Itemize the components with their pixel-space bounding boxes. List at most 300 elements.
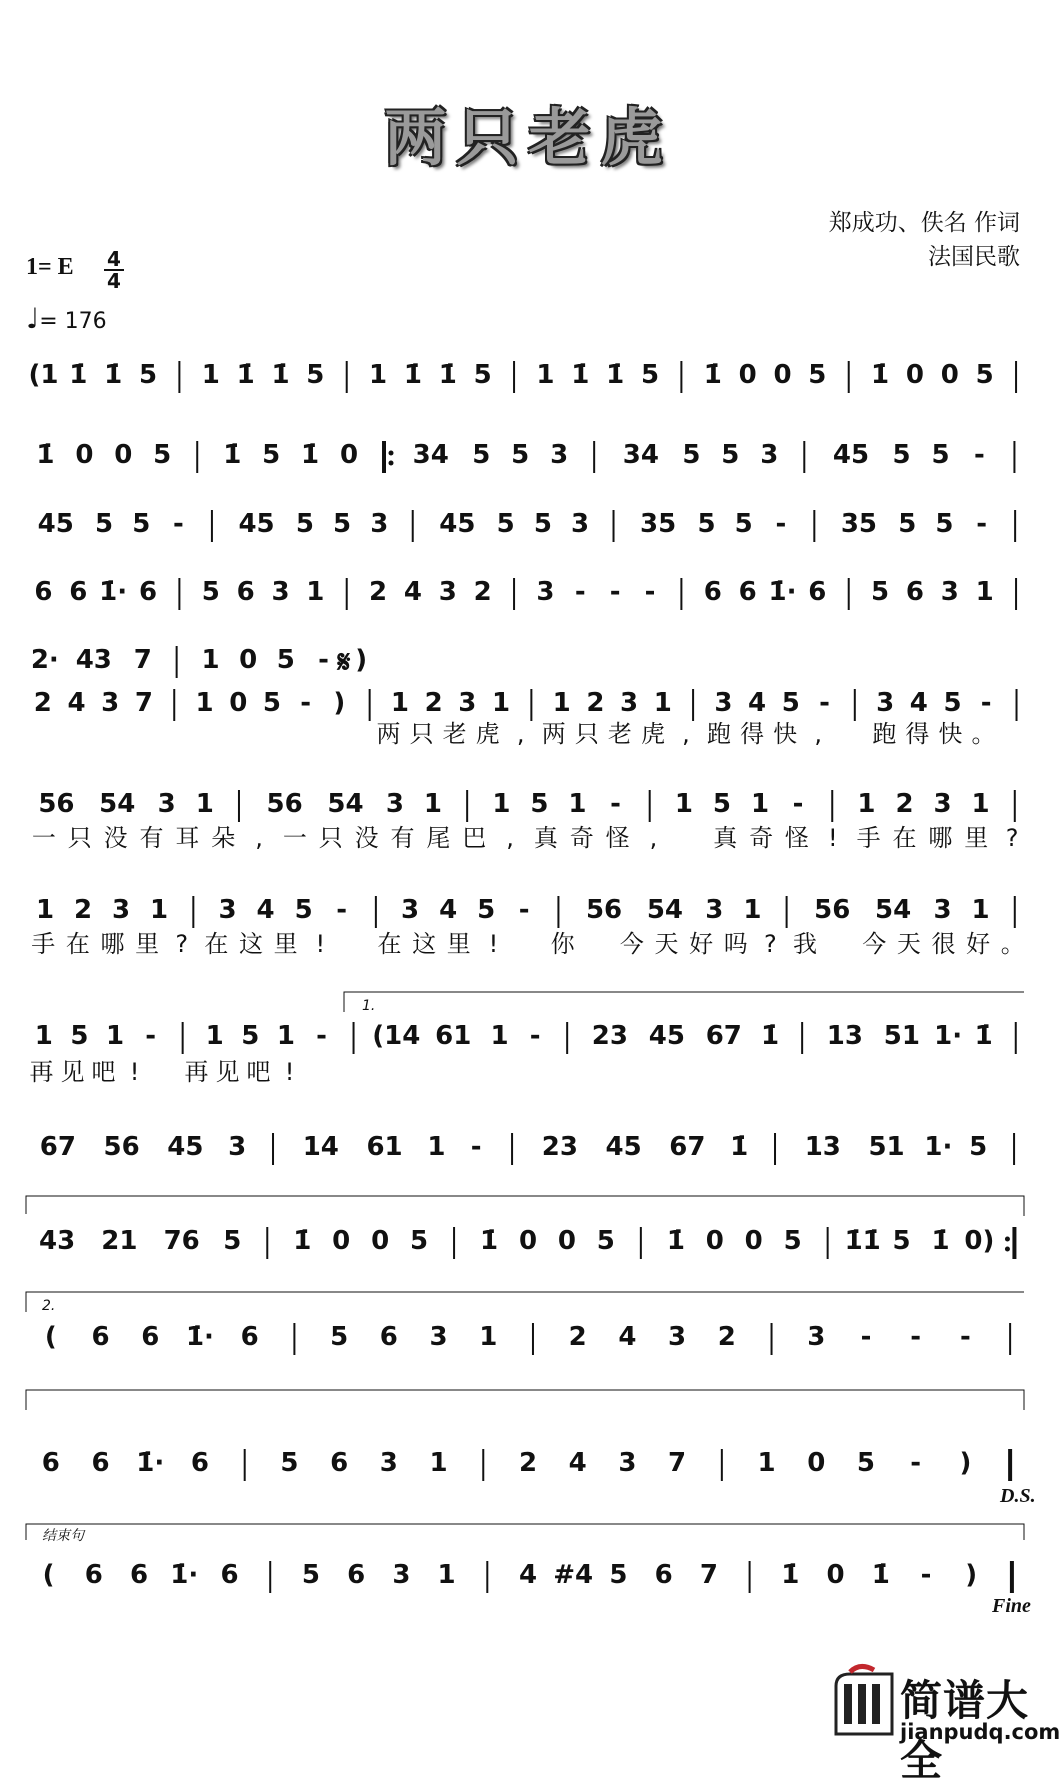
- note: 0: [807, 1448, 826, 1478]
- note: 1̇·: [99, 577, 128, 607]
- note: 67: [669, 1132, 706, 1162]
- note: 14: [302, 1132, 339, 1162]
- note: (1: [28, 360, 59, 390]
- note: 1̇: [36, 440, 55, 470]
- note: 21: [101, 1226, 138, 1256]
- note: 1: [490, 1021, 509, 1051]
- note: 5: [892, 440, 911, 470]
- note: 1: [492, 789, 511, 819]
- note: 1̇: [666, 1226, 685, 1256]
- logo-url: jianpudq.com: [900, 1720, 1060, 1744]
- note: 1: [201, 360, 220, 390]
- note: 3: [370, 509, 389, 539]
- note: 1̇: [293, 1226, 312, 1256]
- note: 2·: [30, 645, 59, 675]
- lyric-char: 只: [67, 824, 92, 852]
- lyric-char: ?: [1005, 824, 1019, 852]
- coda-bracket: [26, 1524, 1024, 1540]
- note: 45: [648, 1021, 685, 1051]
- lyric-char: 只: [574, 720, 599, 748]
- note: 35: [840, 509, 878, 539]
- note: 6: [808, 577, 827, 607]
- note: 1: [150, 895, 169, 925]
- note: 1̇: [223, 440, 242, 470]
- note: -: [316, 1021, 327, 1051]
- note: 5: [223, 1226, 242, 1256]
- note: -: [145, 1021, 157, 1051]
- note: ): [965, 1560, 978, 1590]
- note: 1: [568, 789, 587, 819]
- note: 76: [163, 1226, 200, 1256]
- note: 6: [41, 1448, 60, 1478]
- note: 1̇: [301, 440, 320, 470]
- note: -: [609, 577, 621, 607]
- note: 61: [366, 1132, 403, 1162]
- note: 5: [596, 1226, 615, 1256]
- note: 4: [909, 688, 928, 718]
- note: 1: [536, 360, 555, 390]
- note: 0: [518, 1226, 538, 1256]
- note: 2: [568, 1322, 587, 1352]
- note: 5: [734, 509, 753, 539]
- note: 3: [429, 1322, 448, 1352]
- note: 5: [931, 440, 950, 470]
- song-title: 两只老虎: [384, 101, 673, 174]
- lyric-char: ?: [763, 930, 777, 958]
- lyric-char: 天: [896, 930, 921, 958]
- lyric-char: 尾: [426, 824, 451, 852]
- note: 45: [238, 509, 275, 539]
- note: 1: [971, 895, 990, 925]
- note: -: [974, 440, 985, 470]
- lyric-char: ?: [175, 930, 189, 958]
- note: 0: [239, 645, 258, 675]
- note: 51: [868, 1132, 905, 1162]
- lyric-char: !: [129, 1058, 140, 1086]
- lyric-char: 里: [446, 930, 471, 958]
- note: 1: [437, 1560, 456, 1590]
- lyric-char: 真: [533, 824, 558, 852]
- note: 4: [518, 1560, 538, 1590]
- lyric-char: 跑: [872, 720, 897, 748]
- note: 5: [898, 509, 917, 539]
- note: 56: [38, 789, 75, 819]
- note: 3: [536, 577, 555, 607]
- note: #4: [553, 1560, 594, 1590]
- lyric-char: 我: [792, 930, 817, 958]
- note: 5: [871, 577, 890, 607]
- note: 5: [511, 440, 530, 470]
- note: 3: [385, 789, 404, 819]
- note: ): [959, 1448, 972, 1478]
- note: 0: [332, 1226, 351, 1256]
- note: 1: [479, 1322, 498, 1352]
- note: 2: [717, 1322, 736, 1352]
- note: 5: [496, 509, 515, 539]
- lyric-char: 吗: [723, 930, 748, 958]
- note: 45: [439, 509, 476, 539]
- note: 13: [826, 1021, 863, 1051]
- origin-credit: 法国民歌: [928, 244, 1020, 270]
- note: 3: [218, 895, 237, 925]
- lyric-char: 里: [273, 930, 298, 958]
- lyric-char: 。: [971, 720, 996, 748]
- note: 3: [271, 577, 290, 607]
- note: -: [775, 509, 787, 539]
- note: 61: [435, 1021, 472, 1051]
- note: 7: [134, 688, 153, 718]
- note: 5: [409, 1226, 429, 1256]
- note: 5: [472, 440, 491, 470]
- lyric-char: 一: [31, 824, 56, 852]
- volta-2-label: 2.: [42, 1298, 56, 1314]
- note: 2: [518, 1448, 538, 1478]
- lyric-char: 有: [139, 824, 164, 852]
- lyric-char: !: [315, 930, 326, 958]
- note: (14: [372, 1021, 421, 1051]
- note: 5: [530, 789, 549, 819]
- note: 56: [103, 1132, 140, 1162]
- note: 1̇: [571, 360, 590, 390]
- note: -: [792, 789, 804, 819]
- note: -: [470, 1132, 482, 1162]
- note: 1: [195, 688, 214, 718]
- note: -: [910, 1322, 922, 1352]
- note: 6: [141, 1322, 160, 1352]
- coda-label: 结束句: [42, 1528, 84, 1544]
- note: 1: [390, 688, 410, 718]
- lyric-char: 朵: [211, 824, 236, 852]
- lyric-char: 好: [689, 930, 714, 958]
- note: -: [980, 688, 992, 718]
- note: 3: [228, 1132, 247, 1162]
- lyric-char: 没: [103, 824, 128, 852]
- note: 4: [403, 577, 423, 607]
- note: -: [920, 1560, 932, 1590]
- note: 1̇: [871, 360, 890, 390]
- note: 6: [738, 577, 757, 607]
- lyric-char: 见: [215, 1058, 240, 1086]
- note: 3: [550, 440, 569, 470]
- note: 1: [975, 577, 994, 607]
- lyric-char: 快: [938, 720, 963, 748]
- repeat-dot: [1005, 1247, 1010, 1252]
- lyric-char: ,: [516, 720, 525, 748]
- note: 7: [133, 645, 152, 675]
- lyric-char: 真: [713, 824, 738, 852]
- note: 1̇: [104, 360, 123, 390]
- note: 2: [73, 895, 93, 925]
- note: 3: [714, 688, 733, 718]
- note: 6: [84, 1560, 103, 1590]
- lyric-char: 只: [318, 824, 343, 852]
- note: 1̇: [781, 1560, 800, 1590]
- note: 54: [874, 895, 912, 925]
- note: 45: [37, 509, 74, 539]
- note: -: [959, 1322, 971, 1352]
- note: 56: [585, 895, 623, 925]
- note: 5: [301, 1560, 320, 1590]
- note: 3: [157, 789, 176, 819]
- lyric-char: 吧: [91, 1058, 116, 1086]
- note: 7: [668, 1448, 687, 1478]
- note: 5: [276, 645, 295, 675]
- lyric-char: !: [488, 930, 499, 958]
- note: 1: [743, 895, 762, 925]
- lyric-char: !: [827, 824, 838, 852]
- note: -: [644, 577, 656, 607]
- note: 0: [744, 1226, 763, 1256]
- note: 6: [91, 1448, 110, 1478]
- note: 1̇: [761, 1021, 780, 1051]
- note: 3: [933, 789, 952, 819]
- lyric-char: 吧: [246, 1058, 271, 1086]
- note: -: [518, 895, 530, 925]
- note: 0: [371, 1226, 390, 1256]
- note: 1̇·: [136, 1448, 165, 1478]
- lyric-char: 在: [377, 930, 402, 958]
- lyric-char: 一: [282, 824, 307, 852]
- lyric-char: ,: [506, 824, 514, 852]
- note: 6: [905, 577, 925, 607]
- note: 3: [620, 688, 639, 718]
- note: 2: [33, 688, 52, 718]
- repeat-dot: [389, 451, 394, 456]
- note: 54: [327, 789, 364, 819]
- lyric-char: 今: [619, 930, 644, 958]
- lyric-char: 只: [409, 720, 434, 748]
- note: 5: [295, 509, 314, 539]
- note: 3: [668, 1322, 687, 1352]
- note: 1: [757, 1448, 776, 1478]
- note: -: [336, 895, 348, 925]
- note: 6: [69, 577, 88, 607]
- note: 1̇: [931, 1226, 950, 1256]
- note: 1: [34, 1021, 53, 1051]
- note: 4: [256, 895, 275, 925]
- note: 5: [241, 1021, 260, 1051]
- lyric-char: 这: [239, 930, 264, 958]
- note: 0: [75, 440, 94, 470]
- note: 6: [703, 577, 722, 607]
- quarter-note-icon: ♩: [26, 302, 40, 335]
- volta-2-bracket: [26, 1292, 1024, 1312]
- note: 5: [856, 1448, 876, 1478]
- note: 54: [99, 789, 136, 819]
- note: -: [529, 1021, 541, 1051]
- lyric-char: 。: [1000, 930, 1025, 958]
- note: 1: [653, 688, 672, 718]
- note: 1: [35, 895, 55, 925]
- note: 1̇: [606, 360, 625, 390]
- note: 45: [832, 440, 870, 470]
- note: 1̇·: [185, 1322, 214, 1352]
- note: (: [42, 1560, 55, 1590]
- note: 5: [640, 360, 660, 390]
- note: 1̇·: [768, 577, 797, 607]
- note: 1: [105, 1021, 125, 1051]
- note: 3: [807, 1322, 826, 1352]
- note: 5: [697, 509, 716, 539]
- note: 6: [190, 1448, 210, 1478]
- note: 6: [91, 1322, 110, 1352]
- note: 1: [429, 1448, 448, 1478]
- note: 4: [67, 688, 86, 718]
- note: 3: [705, 895, 724, 925]
- note: 5: [975, 360, 994, 390]
- note: 5: [333, 509, 352, 539]
- volta-1-bracket: [344, 992, 1024, 1012]
- note: 1: [674, 789, 693, 819]
- note: 5: [132, 509, 151, 539]
- lyric-char: 两: [376, 720, 401, 748]
- note: 5: [306, 360, 325, 390]
- note: 5: [935, 509, 954, 539]
- tempo-marking: ♩= 176: [26, 302, 107, 335]
- note: 3: [438, 577, 457, 607]
- note: 4: [748, 688, 767, 718]
- note: 5: [943, 688, 962, 718]
- note: 43: [39, 1226, 76, 1256]
- note: 5: [783, 1226, 802, 1256]
- note: 5: [262, 688, 281, 718]
- lyric-char: 哪: [100, 930, 125, 958]
- note: 2: [473, 577, 492, 607]
- note: 2: [424, 688, 443, 718]
- note: 6: [379, 1322, 398, 1352]
- lyric-char: 在: [892, 824, 917, 852]
- note: -: [976, 509, 988, 539]
- note: 0: [773, 360, 792, 390]
- note: 3: [876, 688, 895, 718]
- lyric-char: 老: [442, 720, 467, 748]
- note: 5: [262, 440, 281, 470]
- lyric-char: 好: [966, 930, 991, 958]
- note: 5: [682, 440, 701, 470]
- note: 1: [423, 789, 442, 819]
- note: 1̇: [403, 360, 423, 390]
- lyric-char: ,: [649, 824, 658, 852]
- note: 6: [654, 1560, 673, 1590]
- note: 67: [705, 1021, 742, 1051]
- note: 45: [605, 1132, 642, 1162]
- time-signature: 4 4: [104, 250, 124, 290]
- note: 3: [392, 1560, 411, 1590]
- note: 5: [712, 789, 732, 819]
- lyric-char: !: [284, 1058, 295, 1086]
- note: 5: [95, 509, 114, 539]
- lyric-char: 手: [31, 930, 56, 958]
- note: 13: [804, 1132, 841, 1162]
- lyric-char: ,: [255, 824, 263, 852]
- lyric-char: 在: [204, 930, 229, 958]
- lyric-char: 今: [862, 930, 887, 958]
- lyric-char: ,: [682, 720, 690, 748]
- note: 0: [705, 1226, 724, 1256]
- note: 1: [427, 1132, 446, 1162]
- note: 23: [541, 1132, 578, 1162]
- note: ): [333, 688, 346, 718]
- lyric-char: 虎: [640, 720, 665, 748]
- note: 0: [114, 440, 133, 470]
- lyric-char: 快: [773, 720, 798, 748]
- note: 0: [905, 360, 925, 390]
- lyric-char: 再: [184, 1058, 209, 1086]
- note: 6: [236, 577, 255, 607]
- note: -: [610, 789, 621, 819]
- note: 1: [750, 789, 770, 819]
- lyric-char: 你: [550, 930, 575, 958]
- lyric-char: 虎: [475, 720, 500, 748]
- note: 0: [229, 688, 248, 718]
- repeat-dot: [1005, 1237, 1010, 1242]
- note: 6: [240, 1322, 259, 1352]
- logo-name: 简谱大全: [900, 1676, 1030, 1785]
- note: 2: [895, 789, 914, 819]
- note: ): [355, 645, 368, 675]
- note: 7: [699, 1560, 718, 1590]
- note: 5: [477, 895, 496, 925]
- note: 5: [781, 688, 800, 718]
- note: 3: [933, 895, 952, 925]
- note: 3: [760, 440, 779, 470]
- note: 1̇: [871, 1560, 890, 1590]
- lyric-char: 有: [390, 824, 415, 852]
- note: 5: [721, 440, 740, 470]
- note: 23: [591, 1021, 628, 1051]
- note: 6: [220, 1560, 239, 1590]
- note: 35: [640, 509, 677, 539]
- note: 5: [808, 360, 827, 390]
- key-signature: 1= E: [26, 254, 74, 280]
- note: -: [910, 1448, 922, 1478]
- lyric-char: 很: [931, 930, 956, 958]
- lyric-char: ,: [814, 720, 823, 748]
- note: 5: [533, 509, 552, 539]
- note: 4: [618, 1322, 637, 1352]
- note: 1̇: [236, 360, 255, 390]
- note: 1̇1̇: [844, 1226, 881, 1256]
- note: 5: [70, 1021, 89, 1051]
- ds-mark: D.S.: [1000, 1485, 1036, 1507]
- note: 45: [167, 1132, 204, 1162]
- note: 54: [646, 895, 684, 925]
- note: 3: [618, 1448, 637, 1478]
- note: 0: [826, 1560, 845, 1590]
- lyric-char: 两: [541, 720, 566, 748]
- note: 1: [857, 789, 876, 819]
- note: 1: [492, 688, 511, 718]
- lyric-char: 见: [60, 1058, 85, 1086]
- note: 6: [138, 577, 158, 607]
- note: 56: [814, 895, 851, 925]
- lyric-char: 老: [607, 720, 632, 748]
- note: 1̇: [703, 360, 722, 390]
- repeat-dot: [389, 461, 394, 466]
- note: 2: [586, 688, 605, 718]
- note: 1̇: [69, 360, 88, 390]
- note: 3: [458, 688, 477, 718]
- note: 1: [552, 688, 571, 718]
- note: 5: [969, 1132, 988, 1162]
- note: 1: [205, 1021, 224, 1051]
- fine-mark: Fine: [992, 1595, 1031, 1617]
- lyric-char: 手: [856, 824, 881, 852]
- note: 4: [568, 1448, 587, 1478]
- lyric-char: 这: [412, 930, 437, 958]
- note: 0): [964, 1226, 995, 1256]
- note: 34: [412, 440, 449, 470]
